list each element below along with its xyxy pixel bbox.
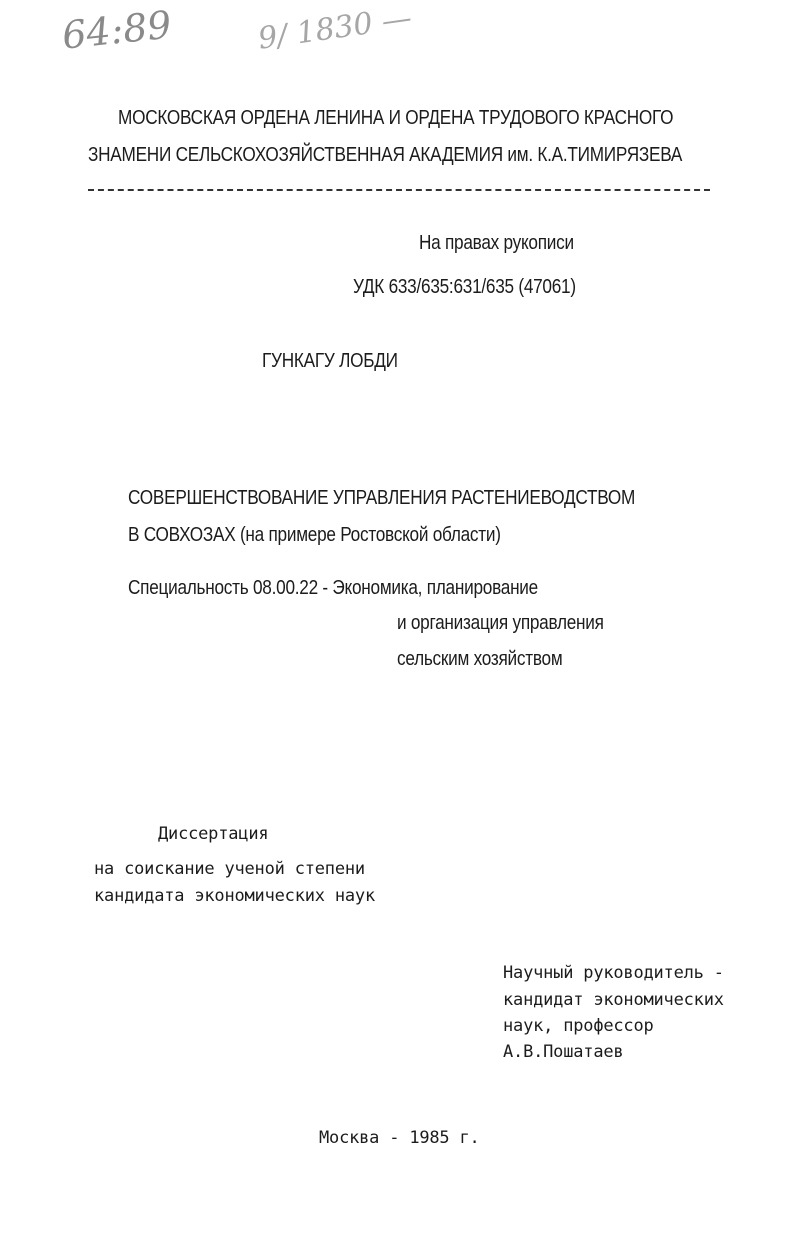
specialty-line-3: сельским хозяйством <box>397 648 563 670</box>
dissertation-degree-line-2: кандидата экономических наук <box>94 886 375 906</box>
title-line-2: В СОВХОЗАХ (на примере Ростовской области) <box>128 524 501 546</box>
specialty-line-1: Специальность 08.00.22 - Экономика, планирование <box>128 577 538 599</box>
supervisor-line-1: Научный руководитель - <box>503 963 724 983</box>
supervisor-name: А.В.Пошатаев <box>503 1042 624 1062</box>
institution-line-1: МОСКОВСКАЯ ОРДЕНА ЛЕНИНА И ОРДЕНА ТРУДОВОГО КРАСНОГО <box>118 107 674 129</box>
supervisor-line-3: наук, профессор <box>503 1016 654 1036</box>
handwritten-annotation: 9/ 1830 — <box>256 0 414 57</box>
dissertation-label: Диссертация <box>158 824 269 844</box>
handwritten-catalog-number: 64:89 <box>60 2 174 58</box>
udc-code: УДК 633/635:631/635 (47061) <box>353 276 576 298</box>
title-line-1: СОВЕРШЕНСТВОВАНИЕ УПРАВЛЕНИЯ РАСТЕНИЕВОДСТВОМ <box>128 487 636 509</box>
specialty-line-2: и организация управления <box>397 612 604 634</box>
author-name: ГУНКАГУ ЛОБДИ <box>262 350 398 372</box>
supervisor-line-2: кандидат экономических <box>503 990 724 1010</box>
manuscript-rights-note: На правах рукописи <box>419 232 574 254</box>
dissertation-degree-line-1: на соискание ученой степени <box>94 859 365 879</box>
city-year: Москва - 1985 г. <box>319 1128 480 1148</box>
institution-line-2: ЗНАМЕНИ СЕЛЬСКОХОЗЯЙСТВЕННАЯ АКАДЕМИЯ им. К.А.ТИМИРЯЗЕВА <box>88 144 683 166</box>
header-divider <box>88 189 710 191</box>
